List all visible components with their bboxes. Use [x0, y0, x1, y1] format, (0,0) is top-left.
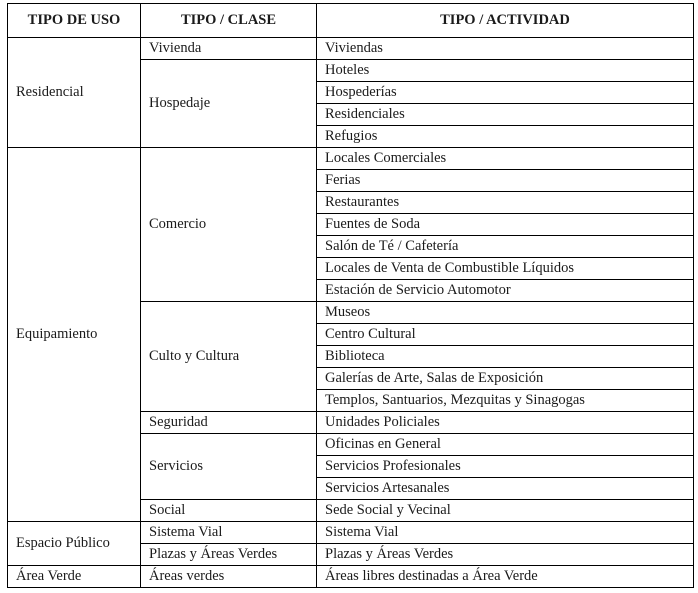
tipo-actividad-cell: Locales Comerciales	[317, 148, 694, 170]
table-row	[8, 38, 694, 60]
table-row	[8, 522, 694, 544]
tipo-actividad-cell: Viviendas	[317, 38, 694, 60]
table-row	[8, 566, 694, 588]
tipo-clase-cell: Social	[141, 500, 317, 522]
tipo-clase-cell: Áreas verdes	[141, 566, 317, 588]
tipo-actividad-cell: Templos, Santuarios, Mezquitas y Sinagogas	[317, 390, 694, 412]
tipo-de-uso-cell: Residencial	[8, 38, 141, 148]
tipo-actividad-cell: Hospederías	[317, 82, 694, 104]
tipo-clase-cell: Culto y Cultura	[141, 302, 317, 412]
tipo-actividad-cell: Biblioteca	[317, 346, 694, 368]
tipo-actividad-cell: Estación de Servicio Automotor	[317, 280, 694, 302]
tipo-clase-cell: Hospedaje	[141, 60, 317, 148]
tipo-actividad-cell: Hoteles	[317, 60, 694, 82]
tipo-actividad-cell: Ferias	[317, 170, 694, 192]
tipo-actividad-cell: Servicios Profesionales	[317, 456, 694, 478]
header-row	[8, 4, 694, 38]
tipo-de-uso-cell: Área Verde	[8, 566, 141, 588]
tipo-clase-cell: Servicios	[141, 434, 317, 500]
header-tipo-de-uso: TIPO DE USO	[8, 4, 141, 38]
tipo-actividad-cell: Locales de Venta de Combustible Líquidos	[317, 258, 694, 280]
tipo-actividad-cell: Refugios	[317, 126, 694, 148]
tipo-actividad-cell: Unidades Policiales	[317, 412, 694, 434]
tipo-clase-cell: Comercio	[141, 148, 317, 302]
tipo-actividad-cell: Oficinas en General	[317, 434, 694, 456]
table-body	[8, 38, 694, 588]
tipo-actividad-cell: Salón de Té / Cafetería	[317, 236, 694, 258]
table-row	[8, 148, 694, 170]
tipo-actividad-cell: Sistema Vial	[317, 522, 694, 544]
tipo-actividad-cell: Restaurantes	[317, 192, 694, 214]
tipo-actividad-cell: Centro Cultural	[317, 324, 694, 346]
tipo-clase-cell: Vivienda	[141, 38, 317, 60]
tipo-actividad-cell: Plazas y Áreas Verdes	[317, 544, 694, 566]
header-tipo-clase: TIPO / CLASE	[141, 4, 317, 38]
tipo-actividad-cell: Sede Social y Vecinal	[317, 500, 694, 522]
tipo-clase-cell: Sistema Vial	[141, 522, 317, 544]
tipo-actividad-cell: Áreas libres destinadas a Área Verde	[317, 566, 694, 588]
tipo-de-uso-cell: Equipamiento	[8, 148, 141, 522]
tipo-actividad-cell: Museos	[317, 302, 694, 324]
tipo-actividad-cell: Residenciales	[317, 104, 694, 126]
header-tipo-actividad: TIPO / ACTIVIDAD	[317, 4, 694, 38]
tipo-clase-cell: Plazas y Áreas Verdes	[141, 544, 317, 566]
tipo-actividad-cell: Servicios Artesanales	[317, 478, 694, 500]
tipo-de-uso-cell: Espacio Público	[8, 522, 141, 566]
tipo-actividad-cell: Galerías de Arte, Salas de Exposición	[317, 368, 694, 390]
tipo-clase-cell: Seguridad	[141, 412, 317, 434]
tipo-actividad-cell: Fuentes de Soda	[317, 214, 694, 236]
land-use-table	[7, 3, 694, 588]
